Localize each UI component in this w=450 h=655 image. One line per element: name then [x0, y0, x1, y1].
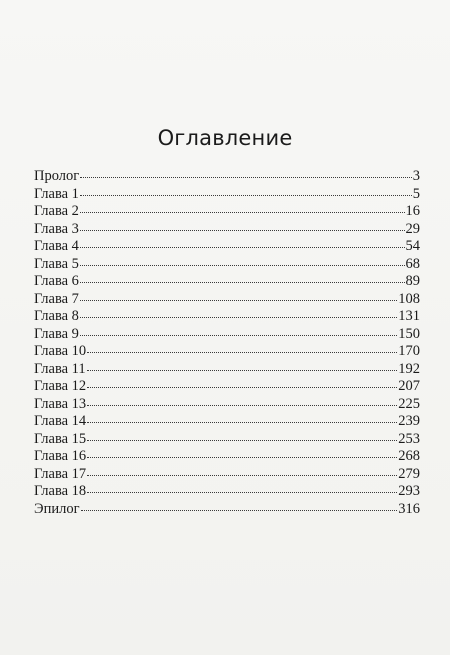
- toc-entry-label: Глава 11: [34, 360, 86, 377]
- toc-entry: [34, 221, 420, 239]
- toc-entry: [34, 308, 420, 326]
- dot-leader: [87, 456, 397, 458]
- toc-entry-page: 207: [398, 378, 420, 394]
- dot-leader: [87, 386, 397, 388]
- toc-entry-label: Глава 6: [34, 273, 79, 289]
- dot-leader: [87, 369, 398, 371]
- toc-entry-label: Глава 15: [34, 430, 87, 447]
- dot-leader: [87, 351, 397, 353]
- toc-entry: [34, 256, 420, 274]
- toc-entry: [34, 466, 420, 484]
- toc-title: Оглавление: [157, 126, 293, 150]
- toc-entry-label: Глава 16: [34, 448, 87, 464]
- toc-entry-label: Глава 9: [34, 325, 79, 342]
- toc-entry-page: 108: [398, 290, 420, 307]
- dot-leader: [87, 491, 397, 493]
- dot-leader: [80, 194, 412, 196]
- toc-entry-page: 29: [405, 220, 420, 237]
- toc-entry: [34, 343, 420, 361]
- toc-entry: [34, 186, 420, 204]
- toc-entry: [34, 413, 420, 431]
- toc-entry-page: 268: [398, 448, 420, 464]
- toc-entry-label: Глава 10: [34, 343, 87, 359]
- toc-entry: [34, 238, 420, 256]
- toc-entry-page: 170: [398, 343, 420, 359]
- toc-entry: [34, 448, 420, 466]
- toc-entry-page: 316: [398, 500, 420, 517]
- dot-leader: [80, 316, 397, 318]
- toc-entry-page: 5: [412, 185, 420, 202]
- toc-entry-label: Глава 4: [34, 238, 79, 254]
- toc-entry-page: 131: [398, 308, 420, 324]
- toc-entry-label: Глава 17: [34, 465, 87, 482]
- toc-entry: [34, 378, 420, 396]
- toc-entry-label: Глава 7: [34, 290, 79, 307]
- toc-entry: [34, 396, 420, 414]
- toc-entry-label: Глава 2: [34, 203, 79, 219]
- toc-entry-label: Глава 3: [34, 220, 79, 237]
- toc-entry: [34, 273, 420, 291]
- toc-entry-label: Глава 5: [34, 255, 79, 272]
- toc-entry-page: 3: [412, 168, 420, 184]
- toc-entry: [34, 361, 420, 379]
- dot-leader: [80, 246, 405, 248]
- toc-entry-page: 150: [398, 325, 420, 342]
- toc-entry-page: 239: [398, 413, 420, 429]
- toc-entry-page: 253: [398, 430, 420, 447]
- dot-leader: [81, 509, 398, 511]
- toc-entry-label: Глава 8: [34, 308, 79, 324]
- dot-leader: [87, 421, 397, 423]
- dot-leader: [87, 474, 397, 476]
- dot-leader: [80, 211, 405, 213]
- dot-leader: [87, 439, 397, 441]
- toc-entry-page: 89: [405, 273, 420, 289]
- toc-list: [34, 168, 420, 518]
- toc-entry-page: 279: [398, 465, 420, 482]
- toc-entry-page: 225: [398, 395, 420, 412]
- toc-entry: [34, 203, 420, 221]
- toc-entry-page: 68: [405, 255, 420, 272]
- toc-entry-page: 54: [405, 238, 420, 254]
- toc-entry: [34, 326, 420, 344]
- dot-leader: [80, 229, 405, 231]
- toc-entry-label: Глава 13: [34, 395, 87, 412]
- toc-entry: [34, 431, 420, 449]
- toc-entry-label: Глава 12: [34, 378, 87, 394]
- dot-leader: [80, 334, 397, 336]
- toc-entry-page: 192: [398, 360, 420, 377]
- toc-entry: [34, 168, 420, 186]
- toc-entry-label: Эпилог: [34, 500, 80, 517]
- dot-leader: [87, 404, 397, 406]
- dot-leader: [80, 176, 412, 178]
- toc-entry-label: Глава 18: [34, 483, 87, 499]
- toc-entry: [34, 501, 420, 519]
- toc-entry: [34, 291, 420, 309]
- toc-entry-label: Пролог: [34, 168, 80, 184]
- toc-entry-label: Глава 14: [34, 413, 87, 429]
- dot-leader: [80, 264, 405, 266]
- dot-leader: [80, 299, 397, 301]
- toc-entry-page: 16: [405, 203, 420, 219]
- toc-entry-page: 293: [398, 483, 420, 499]
- toc-entry-label: Глава 1: [34, 185, 79, 202]
- dot-leader: [80, 281, 405, 283]
- toc-entry: [34, 483, 420, 501]
